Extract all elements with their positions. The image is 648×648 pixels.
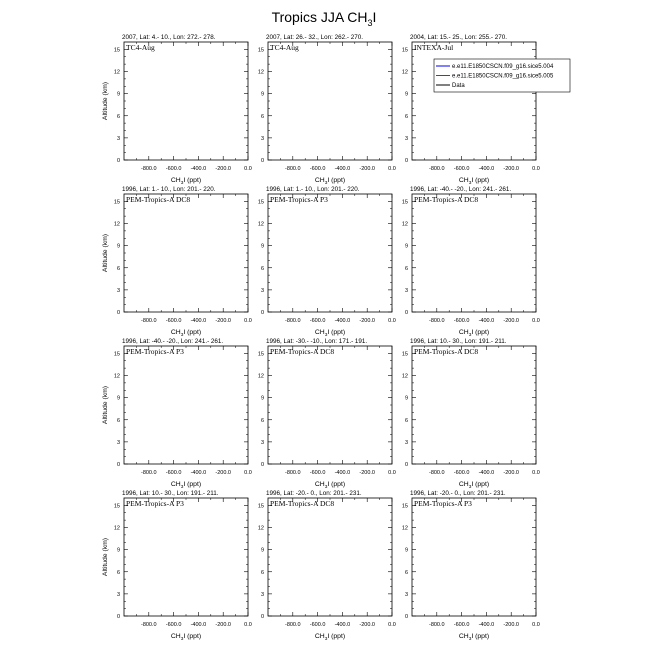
x-tick-label: -400.0	[190, 318, 207, 324]
campaign-label: PEM-Tropics-A P3	[414, 499, 472, 508]
x-tick-label: -600.0	[165, 470, 182, 476]
plot-frame	[412, 346, 536, 464]
x-tick-label: -600.0	[165, 318, 182, 324]
x-tick-label: 0.0	[244, 470, 252, 476]
x-axis-label-tail: I (ppt)	[471, 329, 490, 336]
x-tick-label: -800.0	[428, 318, 445, 324]
y-tick-label: 15	[113, 503, 120, 510]
x-axis-label-tail: I (ppt)	[327, 329, 346, 336]
x-tick-label: 0.0	[532, 166, 540, 172]
x-axis-label-tail: I (ppt)	[183, 481, 202, 488]
legend-label: e.e11.E1850CSCN.f09_g16.sice5.004	[452, 64, 554, 70]
x-tick-label: -400.0	[478, 166, 495, 172]
y-tick-label: 12	[257, 69, 264, 76]
y-tick-label: 0	[404, 158, 408, 164]
legend	[434, 59, 570, 92]
panel-8	[258, 338, 396, 490]
x-tick-label: 0.0	[244, 318, 252, 324]
panel-header: 1996, Lat: -40.- -20., Lon: 241.- 261.	[410, 186, 512, 193]
y-tick-label: 0	[116, 158, 120, 164]
x-tick-label: -200.0	[359, 166, 376, 172]
x-axis-label-main: CH	[314, 481, 325, 488]
x-tick-label: 0.0	[244, 622, 252, 628]
y-tick-label: 6	[260, 113, 264, 120]
x-tick-label: 0.0	[532, 318, 540, 324]
x-axis-label	[171, 329, 201, 338]
x-tick-label: -800.0	[284, 166, 301, 172]
x-tick-label: -800.0	[428, 470, 445, 476]
panel-6	[402, 186, 540, 338]
y-tick-label: 6	[404, 569, 408, 576]
x-axis-label-main: CH	[170, 177, 181, 184]
plot-frame	[268, 498, 392, 616]
x-tick-label: -400.0	[334, 622, 351, 628]
x-tick-label: -600.0	[453, 470, 470, 476]
panel-header: 1996, Lat: -20.- 0., Lon: 201.- 231.	[266, 490, 362, 497]
x-tick-label: -400.0	[478, 318, 495, 324]
y-tick-label: 15	[113, 351, 120, 358]
x-axis-label-main: CH	[170, 329, 181, 336]
x-axis-label	[171, 633, 201, 642]
plot-frame	[124, 42, 248, 160]
x-axis-label-sub: 3	[468, 637, 472, 642]
y-tick-label: 3	[404, 287, 408, 294]
y-tick-label: 3	[260, 439, 264, 446]
legend-label: e.e11.E1850CSCN.f09_g16.sice5.005	[452, 73, 554, 80]
x-tick-label: -600.0	[453, 622, 470, 628]
campaign-label: PEM-Tropics-A DC8	[126, 195, 191, 204]
y-tick-label: 0	[260, 614, 264, 620]
x-tick-label: -200.0	[359, 318, 376, 324]
y-tick-label: 3	[260, 287, 264, 294]
x-axis-label-main: CH	[458, 177, 469, 184]
y-tick-label: 3	[116, 287, 120, 294]
x-axis-label-main: CH	[458, 481, 469, 488]
y-tick-label: 0	[404, 310, 408, 316]
y-tick-label: 15	[401, 47, 408, 54]
x-tick-label: -200.0	[503, 470, 520, 476]
y-tick-label: 3	[116, 135, 120, 142]
x-axis-label	[171, 177, 201, 186]
campaign-label: PEM-Tropics-A P3	[126, 347, 184, 356]
x-tick-label: -800.0	[140, 470, 157, 476]
x-tick-label: -200.0	[359, 622, 376, 628]
y-tick-label: 12	[257, 525, 264, 532]
x-axis-label-sub: 3	[324, 333, 328, 338]
y-axis-label: Altitude (km)	[102, 385, 109, 425]
x-axis-label	[459, 633, 489, 642]
x-axis-label-sub: 3	[324, 485, 328, 490]
x-axis-label-sub: 3	[324, 637, 328, 642]
plot-frame	[268, 346, 392, 464]
x-tick-label: -400.0	[334, 166, 351, 172]
campaign-label: PEM-Tropics-A P3	[270, 195, 328, 204]
panel-header: 2007, Lat: 26.- 32., Lon: 262.- 270.	[266, 34, 363, 41]
x-axis-label-tail: I (ppt)	[471, 481, 490, 488]
x-axis-label	[315, 177, 345, 186]
panel-header: 1996, Lat: 10.- 30., Lon: 191.- 211.	[122, 490, 219, 497]
y-tick-label: 9	[260, 547, 264, 554]
x-tick-label: -800.0	[428, 622, 445, 628]
y-tick-label: 9	[404, 243, 408, 250]
x-tick-label: -600.0	[309, 166, 326, 172]
x-tick-label: -200.0	[359, 470, 376, 476]
y-tick-label: 3	[404, 591, 408, 598]
x-tick-label: -400.0	[478, 470, 495, 476]
y-tick-label: 9	[404, 395, 408, 402]
y-tick-label: 0	[404, 614, 408, 620]
y-tick-label: 6	[260, 417, 264, 424]
y-tick-label: 6	[116, 265, 120, 272]
x-tick-label: -200.0	[503, 318, 520, 324]
x-axis-label-tail: I (ppt)	[327, 481, 346, 488]
plot-frame	[412, 498, 536, 616]
plot-frame	[124, 498, 248, 616]
y-tick-label: 9	[404, 547, 408, 554]
panel-1	[102, 34, 252, 186]
y-tick-label: 12	[401, 221, 408, 228]
y-tick-label: 3	[260, 135, 264, 142]
panel-11	[258, 490, 396, 642]
y-tick-label: 9	[116, 243, 120, 250]
x-axis-label	[459, 177, 489, 186]
y-tick-label: 6	[116, 569, 120, 576]
x-tick-label: -400.0	[190, 622, 207, 628]
y-tick-label: 15	[257, 199, 264, 206]
y-axis-label: Altitude (km)	[102, 233, 109, 273]
x-axis-label	[171, 481, 201, 490]
x-axis-label-tail: I (ppt)	[327, 177, 346, 184]
y-tick-label: 6	[116, 113, 120, 120]
x-axis-label	[459, 329, 489, 338]
x-tick-label: -600.0	[165, 622, 182, 628]
y-axis-label: Altitude (km)	[102, 537, 109, 577]
x-axis-label-tail: I (ppt)	[327, 633, 346, 640]
plot-frame	[412, 194, 536, 312]
y-tick-label: 9	[404, 91, 408, 98]
y-tick-label: 3	[404, 135, 408, 142]
y-tick-label: 9	[116, 547, 120, 554]
campaign-label: PEM-Tropics-A DC8	[270, 499, 335, 508]
y-tick-label: 3	[116, 439, 120, 446]
x-tick-label: -200.0	[503, 622, 520, 628]
x-tick-label: 0.0	[244, 166, 252, 172]
y-tick-label: 6	[260, 569, 264, 576]
x-axis-label-main: CH	[458, 633, 469, 640]
x-axis-label	[459, 481, 489, 490]
x-tick-label: -800.0	[284, 318, 301, 324]
y-tick-label: 15	[257, 47, 264, 54]
plot-frame	[124, 346, 248, 464]
x-tick-label: -200.0	[503, 166, 520, 172]
y-tick-label: 0	[404, 462, 408, 468]
y-tick-label: 15	[113, 47, 120, 54]
x-axis-label-main: CH	[314, 633, 325, 640]
panel-header: 1996, Lat: -40.- -20., Lon: 241.- 261.	[122, 338, 224, 345]
y-tick-label: 0	[116, 462, 120, 468]
panel-7	[102, 338, 252, 490]
panel-9	[402, 338, 540, 490]
x-tick-label: -600.0	[309, 318, 326, 324]
y-tick-label: 12	[113, 221, 120, 228]
x-tick-label: -800.0	[428, 166, 445, 172]
y-tick-label: 12	[257, 373, 264, 380]
y-tick-label: 12	[113, 69, 120, 76]
x-tick-label: -200.0	[215, 470, 232, 476]
y-tick-label: 0	[260, 158, 264, 164]
y-tick-label: 15	[401, 199, 408, 206]
x-tick-label: -600.0	[309, 470, 326, 476]
y-tick-label: 15	[257, 351, 264, 358]
x-axis-label-main: CH	[458, 329, 469, 336]
x-axis-label-tail: I (ppt)	[183, 633, 202, 640]
x-tick-label: -800.0	[140, 622, 157, 628]
x-tick-label: -600.0	[309, 622, 326, 628]
x-tick-label: -200.0	[215, 622, 232, 628]
figure-title: Tropics JJA $CH_3I$	[271, 9, 377, 28]
panel-12	[402, 490, 540, 642]
x-axis-label-tail: I (ppt)	[183, 177, 202, 184]
x-tick-label: 0.0	[388, 622, 396, 628]
y-tick-label: 6	[260, 265, 264, 272]
y-tick-label: 15	[113, 199, 120, 206]
panel-grid	[102, 34, 570, 642]
x-axis-label-main: CH	[314, 177, 325, 184]
x-axis-label-tail: I (ppt)	[471, 177, 490, 184]
y-axis-label: Altitude (km)	[102, 81, 109, 121]
x-tick-label: -800.0	[284, 470, 301, 476]
campaign-label: PEM-Tropics-A DC8	[414, 347, 479, 356]
y-tick-label: 6	[404, 265, 408, 272]
x-tick-label: -800.0	[140, 166, 157, 172]
campaign-label: PEM-Tropics-A P3	[126, 499, 184, 508]
y-tick-label: 12	[401, 525, 408, 532]
panel-header: 1996, Lat: -30.- -10., Lon: 171.- 191.	[266, 338, 368, 345]
x-tick-label: 0.0	[388, 318, 396, 324]
x-tick-label: -400.0	[478, 622, 495, 628]
x-axis-label-sub: 3	[180, 333, 184, 338]
x-axis-label-sub: 3	[468, 485, 472, 490]
x-axis-label-sub: 3	[324, 181, 328, 186]
panel-header: 1996, Lat: 1.- 10., Lon: 201.- 220.	[266, 186, 360, 193]
y-tick-label: 3	[404, 439, 408, 446]
x-tick-label: -400.0	[334, 470, 351, 476]
x-axis-label-main: CH	[314, 329, 325, 336]
x-axis-label-main: CH	[170, 481, 181, 488]
y-tick-label: 6	[404, 113, 408, 120]
y-tick-label: 9	[116, 395, 120, 402]
panel-header: 1996, Lat: -20.- 0., Lon: 201.- 231.	[410, 490, 506, 497]
x-axis-label-sub: 3	[180, 637, 184, 642]
x-axis-label	[315, 633, 345, 642]
x-axis-label-sub: 3	[468, 333, 472, 338]
x-tick-label: -400.0	[334, 318, 351, 324]
y-tick-label: 9	[260, 91, 264, 98]
legend-label: Data	[452, 83, 465, 89]
y-tick-label: 6	[116, 417, 120, 424]
plot-frame	[268, 194, 392, 312]
x-tick-label: 0.0	[532, 470, 540, 476]
y-tick-label: 3	[260, 591, 264, 598]
y-tick-label: 0	[260, 462, 264, 468]
campaign-label: PEM-Tropics-A DC8	[414, 195, 479, 204]
panel-header: 2004, Lat: 15.- 25., Lon: 255.- 270.	[410, 34, 507, 41]
plot-frame	[124, 194, 248, 312]
campaign-label: TC4-Aug	[126, 43, 155, 52]
x-tick-label: 0.0	[388, 166, 396, 172]
y-tick-label: 6	[404, 417, 408, 424]
y-tick-label: 12	[113, 525, 120, 532]
x-tick-label: -200.0	[215, 166, 232, 172]
panel-3	[402, 34, 540, 186]
y-tick-label: 12	[401, 373, 408, 380]
x-tick-label: -600.0	[453, 166, 470, 172]
panel-header: 2007, Lat: 4.- 10., Lon: 272.- 278.	[122, 34, 216, 41]
y-tick-label: 12	[401, 69, 408, 76]
campaign-label: INTEXA-Jul	[414, 43, 454, 52]
x-tick-label: -800.0	[140, 318, 157, 324]
panel-4	[102, 186, 252, 338]
x-tick-label: -400.0	[190, 166, 207, 172]
y-tick-label: 15	[401, 351, 408, 358]
x-axis-label-main: CH	[170, 633, 181, 640]
x-tick-label: -400.0	[190, 470, 207, 476]
x-tick-label: -600.0	[165, 166, 182, 172]
y-tick-label: 0	[116, 614, 120, 620]
plot-frame	[268, 42, 392, 160]
x-axis-label	[315, 481, 345, 490]
y-tick-label: 9	[260, 243, 264, 250]
y-tick-label: 3	[116, 591, 120, 598]
x-axis-label-sub: 3	[180, 181, 184, 186]
x-axis-label	[315, 329, 345, 338]
y-tick-label: 9	[260, 395, 264, 402]
y-tick-label: 15	[257, 503, 264, 510]
panel-5	[258, 186, 396, 338]
x-axis-label-tail: I (ppt)	[471, 633, 490, 640]
y-tick-label: 12	[257, 221, 264, 228]
campaign-label: TC4-Aug	[270, 43, 299, 52]
campaign-label: PEM-Tropics-A DC8	[270, 347, 335, 356]
y-tick-label: 0	[260, 310, 264, 316]
panel-header: 1996, Lat: 1.- 10., Lon: 201.- 220.	[122, 186, 216, 193]
panel-2	[258, 34, 396, 186]
y-tick-label: 12	[113, 373, 120, 380]
x-tick-label: -800.0	[284, 622, 301, 628]
y-tick-label: 0	[116, 310, 120, 316]
x-tick-label: 0.0	[532, 622, 540, 628]
x-axis-label-sub: 3	[468, 181, 472, 186]
y-tick-label: 15	[401, 503, 408, 510]
x-tick-label: -200.0	[215, 318, 232, 324]
x-axis-label-tail: I (ppt)	[183, 329, 202, 336]
panel-10	[102, 490, 252, 642]
x-tick-label: -600.0	[453, 318, 470, 324]
panel-header: 1996, Lat: 10.- 30., Lon: 191.- 211.	[410, 338, 507, 345]
y-tick-label: 9	[116, 91, 120, 98]
x-axis-label-sub: 3	[180, 485, 184, 490]
x-tick-label: 0.0	[388, 470, 396, 476]
